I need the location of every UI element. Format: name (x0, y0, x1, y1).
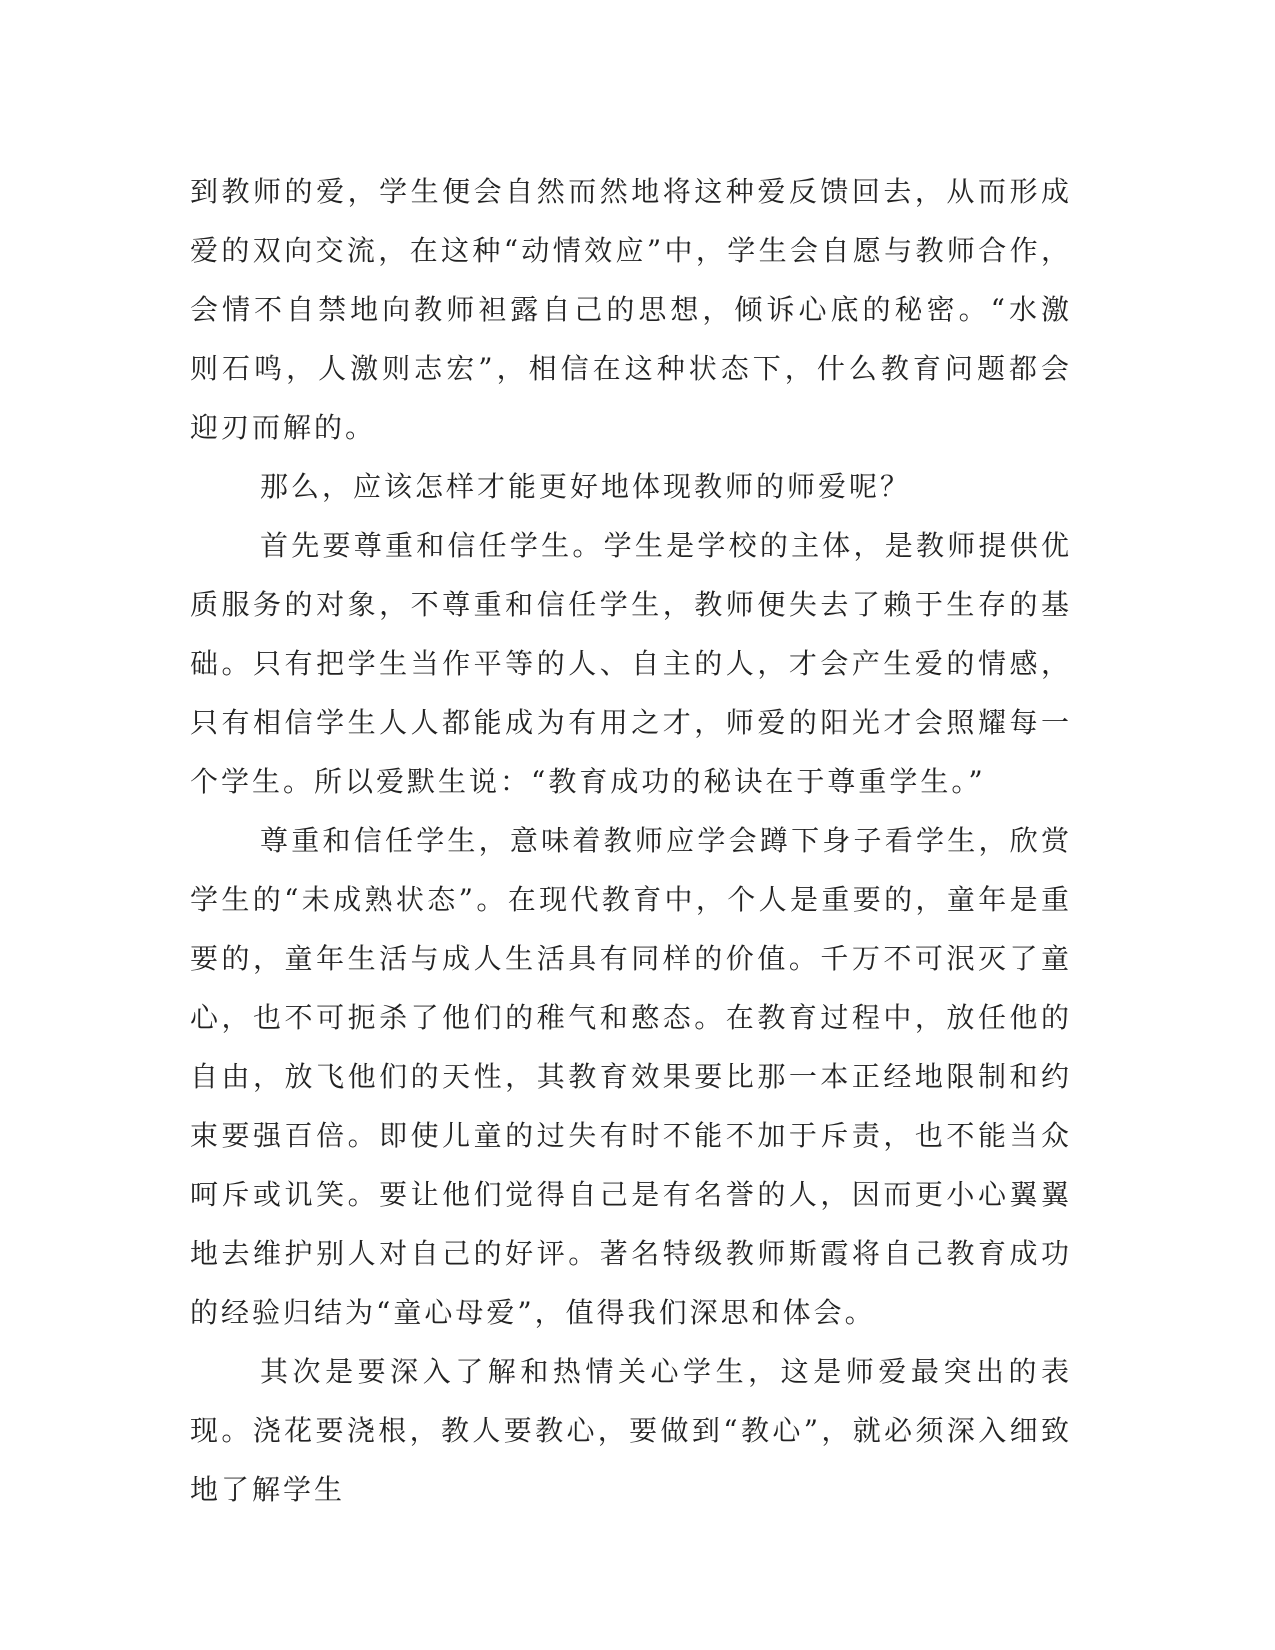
document-body (190, 162, 1072, 1519)
paragraph-continuation: 到教师的爱，学生便会自然而然地将这种爱反馈回去，从而形成爱的双向交流，在这种“动情效应”中，学生会自愿与教师合作，会情不自禁地向教师袒露自己的思想，倾诉心底的秘密。“水激则石鸣，人激则志宏”，相信在这种状态下，什么教育问题都会迎刃而解的。 (190, 175, 1072, 444)
paragraph-question: 那么，应该怎样才能更好地体现教师的师爱呢？ (260, 470, 912, 503)
paragraph-respect-trust: 首先要尊重和信任学生。学生是学校的主体，是教师提供优质服务的对象，不尊重和信任学生，教师便失去了赖于生存的基础。只有把学生当作平等的人、自主的人，才会产生爱的情感，只有相信学生人人都能成为有用之才，师爱的阳光才会照耀每一个学生。所以爱默生说：“教育成功的秘诀在于尊重学生。” (190, 529, 1072, 798)
paragraph-childhood-value: 尊重和信任学生，意味着教师应学会蹲下身子看学生，欣赏学生的“未成熟状态”。在现代教育中，个人是重要的，童年是重要的，童年生活与成人生活具有同样的价值。千万不可泯灭了童心，也不可扼杀了他们的稚气和憨态。在教育过程中，放任他的自由，放飞他们的天性，其教育效果要比那一本正经地限制和约束要强百倍。即使儿童的过失有时不能不加于斥责，也不能当众呵斥或讥笑。要让他们觉得自己是有名誉的人，因而更小心翼翼地去维护别人对自己的好评。著名特级教师斯霞将自己教育成功的经验归结为“童心母爱”，值得我们深思和体会。 (190, 824, 1072, 1329)
paragraph-care-students: 其次是要深入了解和热情关心学生，这是师爱最突出的表现。浇花要浇根，教人要教心，要做到“教心”，就必须深入细致地了解学生 (190, 1355, 1072, 1506)
